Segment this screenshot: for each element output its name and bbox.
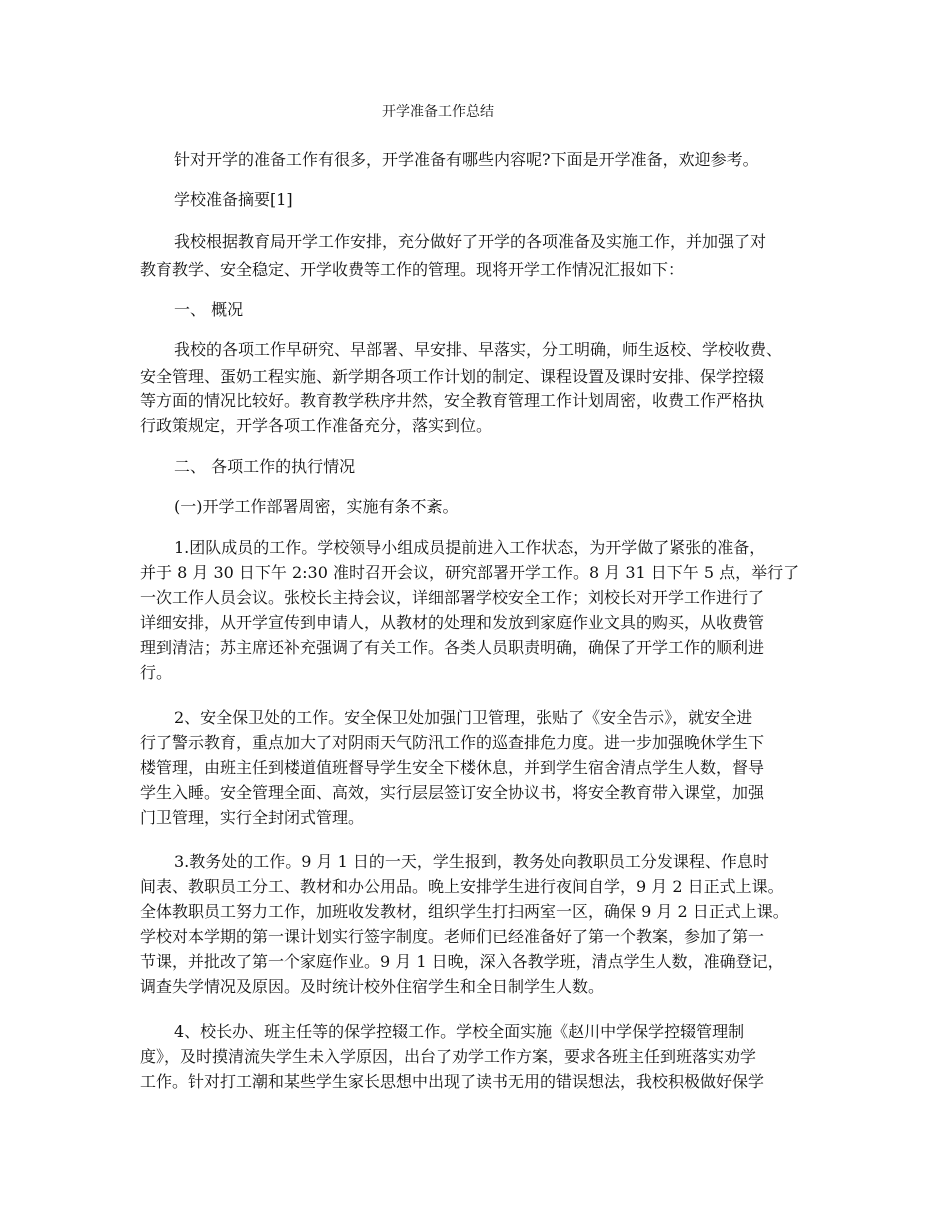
item-1-line-2: 并于 8 月 30 日下午 2:30 准时召开会议，研究部署开学工作。8 月 31 日下午 5 点，举行了 (140, 563, 800, 582)
summary-line-1: 我校根据教育局开学工作安排，充分做好了开学的各项准备及实施工作，并加强了对 (174, 232, 767, 251)
overview-line-1: 我校的各项工作早研究、早部署、早安排、早落实，分工明确，师生返校、学校收费、 (174, 340, 783, 359)
item-4-line-3: 工作。针对打工潮和某些学生家长思想中出现了读书无用的错误想法，我校积极做好保学 (140, 1072, 765, 1091)
item-2-line-2: 行了警示教育，重点加大了对阴雨天气防汛工作的巡查排危力度。进一步加强晚休学生下 (140, 733, 765, 752)
item-3-line-6: 调查失学情况及原因。及时统计校外住宿学生和全日制学生人数。 (140, 977, 605, 996)
section-1-heading: 一、 概况 (174, 300, 244, 319)
item-4-line-1: 4、校长办、班主任等的保学控辍工作。学校全面实施《赵川中学保学控辍管理制 (174, 1022, 745, 1041)
section-2-heading: 二、 各项工作的执行情况 (174, 457, 356, 476)
item-1-line-4: 详细安排，从开学宣传到申请人，从教材的处理和发放到家庭作业文具的购买，从收费管 (140, 613, 765, 632)
item-3-line-2: 间表、教职员工分工、教材和办公用品。晚上安排学生进行夜间自学，9 月 2 日正式上课。 (140, 877, 784, 896)
item-1-line-1: 1.团队成员的工作。学校领导小组成员提前进入工作状态，为开学做了紧张的准备， (174, 538, 766, 557)
item-2-line-1: 2、安全保卫处的工作。安全保卫处加强门卫管理，张贴了《安全告示》，就安全进 (174, 708, 753, 727)
overview-line-4: 行政策规定，开学各项工作准备充分，落实到位。 (140, 416, 493, 435)
subsection-1-heading: (一)开学工作部署周密，实施有条不紊。 (174, 497, 459, 516)
item-1-line-6: 行。 (140, 663, 173, 682)
item-1-line-3: 一次工作人员会议。张校长主持会议，详细部署学校安全工作；刘校长对开学工作进行了 (140, 588, 765, 607)
item-3-line-5: 节课，并批改了第一个家庭作业。9 月 1 日晚，深入各教学班，清点学生人数，准确登记， (140, 952, 784, 971)
overview-line-3: 等方面的情况比较好。教育教学秩序井然，安全教育管理工作计划周密，收费工作严格执 (140, 391, 765, 410)
summary-heading: 学校准备摘要[1] (174, 190, 293, 209)
intro-line-1: 针对开学的准备工作有很多，开学准备有哪些内容呢?下面是开学准备，欢迎参考。 (174, 150, 759, 169)
item-2-line-5: 门卫管理，实行全封闭式管理。 (140, 808, 365, 827)
item-2-line-3: 楼管理，由班主任到楼道值班督导学生安全下楼休息，并到学生宿舍清点学生人数，督导 (140, 758, 765, 777)
item-3-line-1: 3.教务处的工作。9 月 1 日的一天，学生报到，教务处向教职员工分发课程、作息时 (174, 852, 769, 871)
overview-line-2: 安全管理、蛋奶工程实施、新学期各项工作计划的制定、课程设置及课时安排、保学控辍 (140, 367, 765, 386)
item-2-line-4: 学生入睡。安全管理全面、高效，实行层层签订安全协议书，将安全教育带入课堂，加强 (140, 783, 765, 802)
item-3-line-3: 全体教职员工努力工作，加班收发教材，组织学生打扫两室一区，确保 9 月 2 日正式上课。 (140, 902, 789, 921)
item-3-line-4: 学校对本学期的第一课计划实行签字制度。老师们已经准备好了第一个教案，参加了第一 (140, 927, 765, 946)
item-4-line-2: 度》，及时摸清流失学生未入学原因，出台了劝学工作方案，要求各班主任到班落实劝学 (140, 1047, 757, 1066)
document-title: 开学准备工作总结 (382, 104, 494, 120)
summary-line-2: 教育教学、安全稳定、开学收费等工作的管理。现将开学工作情况汇报如下： (140, 260, 685, 279)
item-1-line-5: 理到清洁；苏主席还补充强调了有关工作。各类人员职责明确，确保了开学工作的顺利进 (140, 638, 765, 657)
